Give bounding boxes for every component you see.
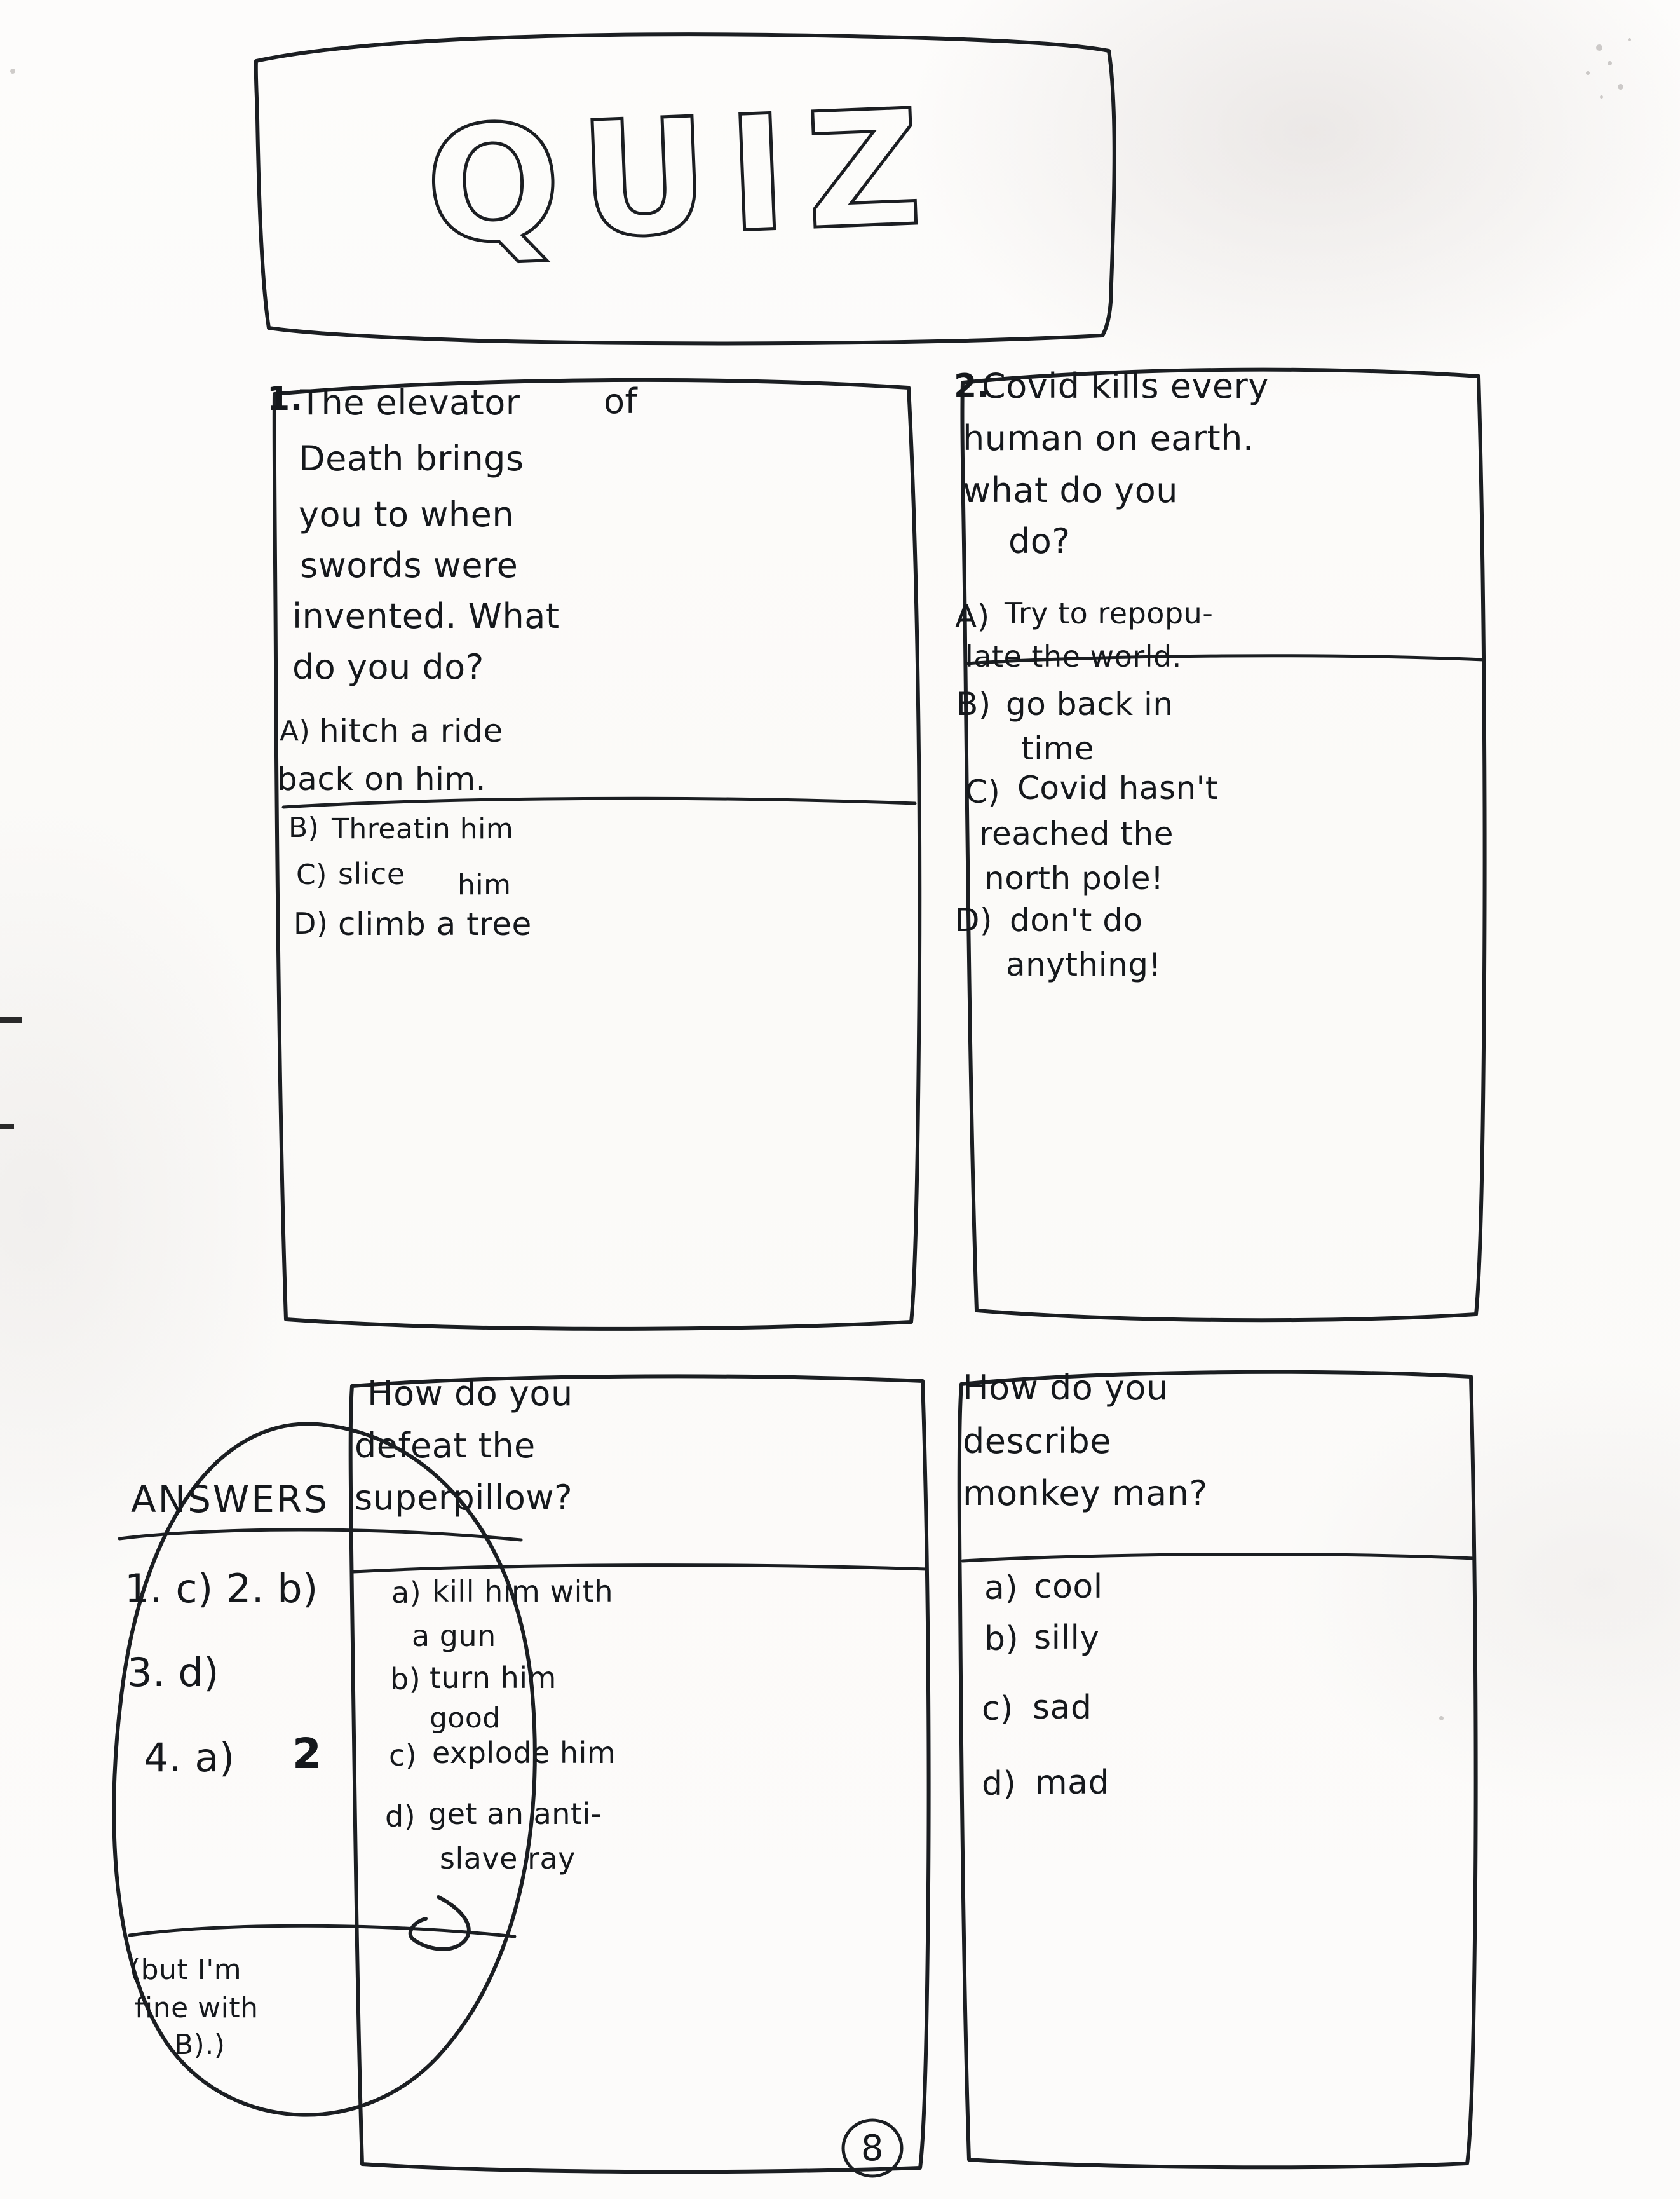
scan-speck (10, 69, 15, 74)
answers-note-line: B).) (174, 2029, 226, 2061)
question-1-prompt-line: invented. What (292, 596, 560, 636)
question-1-option-a-text[interactable]: hitch a ride (319, 712, 503, 749)
question-3-option-d-text[interactable]: slave ray (440, 1841, 576, 1876)
scan-speck (1608, 61, 1612, 65)
scan-speck (1600, 95, 1603, 99)
answers-line-3: 4. a) (144, 1734, 235, 1781)
question-2-prompt-line: do? (1008, 521, 1071, 561)
answers-note-line: (but I'm (130, 1954, 242, 1986)
question-1-option-d-label[interactable]: D) (294, 906, 329, 941)
question-2-option-d-text[interactable]: don't do (1010, 902, 1143, 939)
answers-note-line: fine with (135, 1992, 259, 2024)
question-2-option-a-text[interactable]: late the world. (965, 639, 1182, 674)
question-card-1 (261, 369, 934, 1341)
question-4-prompt-line: How do you (963, 1368, 1169, 1408)
question-2-option-c-text[interactable]: reached the (979, 815, 1174, 852)
question-4-option-b-text[interactable]: silly (1034, 1619, 1100, 1657)
question-card-2 (951, 361, 1491, 1333)
question-2-option-b-text[interactable]: time (1021, 730, 1094, 767)
question-1-option-c-text[interactable]: him (457, 869, 511, 901)
question-3-prompt-line: How do you (367, 1373, 573, 1413)
question-1-number: 1. (267, 380, 303, 418)
edge-mark (0, 1017, 22, 1023)
question-2-prompt-line: human on earth. (963, 418, 1254, 458)
answers-line-2: 3. d) (127, 1649, 219, 1696)
question-2-option-b-label[interactable]: B) (956, 686, 991, 723)
question-3-option-a-text[interactable]: kill him with (432, 1574, 614, 1609)
question-2-option-c-label[interactable]: C) (965, 773, 1001, 810)
question-3-prompt-line: defeat the (355, 1426, 536, 1466)
question-3-option-b-label[interactable]: b) (390, 1662, 421, 1696)
question-3-option-c-text[interactable]: explode him (432, 1736, 616, 1770)
question-2-option-d-text[interactable]: anything! (1006, 946, 1162, 983)
scan-speck (1628, 38, 1631, 41)
question-2-option-a-label[interactable]: A) (955, 598, 990, 635)
question-3-option-c-label[interactable]: c) (389, 1738, 417, 1773)
question-3-prompt-line: superpillow? (355, 1478, 573, 1518)
question-3-option-a-text[interactable]: a gun (412, 1619, 496, 1653)
question-4-option-a-label[interactable]: a) (984, 1569, 1019, 1607)
question-1-prompt-line: you to when (299, 494, 515, 534)
scan-speck (1618, 84, 1623, 90)
scan-speck (1596, 44, 1602, 51)
page-number-value: 8 (860, 2127, 884, 2169)
question-4-option-b-label[interactable]: b) (984, 1620, 1019, 1658)
question-3-option-b-text[interactable]: turn him (430, 1661, 557, 1695)
question-4-option-c-text[interactable]: sad (1033, 1689, 1092, 1727)
question-2-prompt-line: what do you (963, 470, 1179, 510)
question-4-option-a-text[interactable]: cool (1034, 1568, 1103, 1606)
question-2-option-c-text[interactable]: Covid hasn't (1017, 770, 1219, 807)
question-1-prompt-line: The elevator (300, 383, 520, 423)
question-1-option-c-text[interactable]: slice (338, 857, 405, 891)
question-2-option-d-label[interactable]: D) (955, 902, 993, 939)
question-3-option-d-label[interactable]: d) (385, 1799, 416, 1834)
question-4-option-d-text[interactable]: mad (1035, 1764, 1110, 1802)
answers-box (108, 1414, 546, 2126)
question-1-option-b-text[interactable]: Threatin him (332, 813, 514, 845)
answers-line-3-mark: 2 (292, 1729, 322, 1778)
question-2-prompt-line: Covid kills every (982, 366, 1269, 406)
question-1-prompt-line: swords were (300, 545, 518, 585)
edge-mark (0, 1124, 14, 1129)
question-1-option-b-label[interactable]: B) (288, 812, 320, 844)
question-4-prompt-line: monkey man? (963, 1473, 1208, 1513)
question-card-4 (951, 1366, 1479, 2174)
question-1-option-a-label[interactable]: A) (280, 715, 311, 747)
question-1-option-d-text[interactable]: climb a tree (338, 906, 532, 943)
question-2-option-c-text[interactable]: north pole! (984, 860, 1164, 897)
scan-speck (1586, 71, 1590, 75)
question-2-option-b-text[interactable]: go back in (1006, 686, 1174, 723)
question-1-option-c-label[interactable]: C) (296, 859, 327, 891)
question-4-prompt-line: describe (963, 1421, 1112, 1461)
question-2-option-a-text[interactable]: Try to repopu- (1005, 596, 1214, 630)
question-3-option-b-text[interactable]: good (430, 1702, 501, 1734)
question-3-option-a-label[interactable]: a) (391, 1576, 422, 1610)
question-1-prompt-line: Death brings (299, 439, 524, 479)
page-number (837, 2116, 907, 2180)
question-1-prompt-line: do you do? (292, 647, 484, 687)
question-4-option-c-label[interactable]: c) (982, 1690, 1013, 1728)
answers-heading: ANSWERS (131, 1478, 329, 1521)
question-1-option-a-text[interactable]: back on him. (277, 761, 487, 798)
answers-line-1: 1. c) 2. b) (125, 1565, 318, 1612)
title-banner (243, 23, 1123, 350)
question-3-option-d-text[interactable]: get an anti- (428, 1797, 602, 1831)
question-4-option-d-label[interactable]: d) (982, 1765, 1017, 1803)
question-2-number: 2. (954, 367, 990, 405)
question-1-prompt-line: of (604, 381, 638, 421)
page-title: QUIZ (422, 74, 944, 280)
